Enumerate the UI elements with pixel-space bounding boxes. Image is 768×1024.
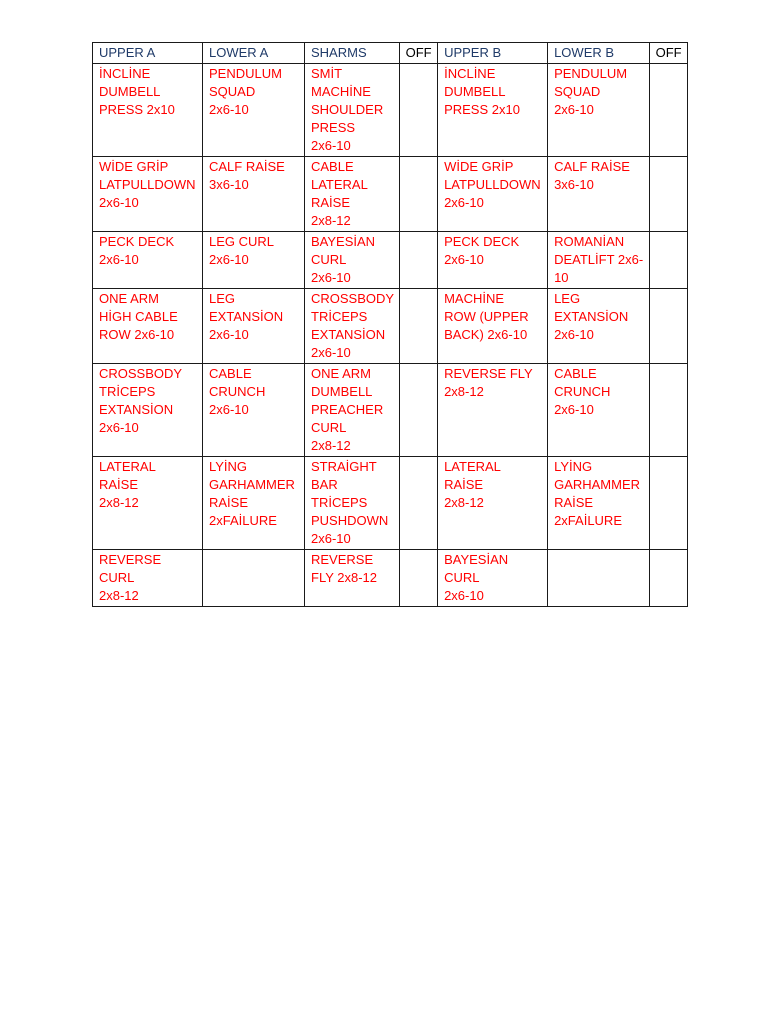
table-row <box>93 289 688 364</box>
table-row <box>93 157 688 232</box>
table-row <box>93 64 688 157</box>
cell-upper-a: REVERSE CURL 2x8-12 <box>93 550 203 607</box>
cell-off-2 <box>650 289 688 364</box>
cell-lower-b: LEG EXTANSİON 2x6-10 <box>548 289 650 364</box>
cell-upper-b: MACHİNE ROW (UPPER BACK) 2x6-10 <box>438 289 548 364</box>
cell-lower-b <box>548 550 650 607</box>
header-upper-a: UPPER A <box>93 43 203 64</box>
table-row <box>93 232 688 289</box>
header-off-2: OFF <box>650 43 688 64</box>
cell-lower-b: LYİNG GARHAMMER RAİSE 2xFAİLURE <box>548 457 650 550</box>
header-lower-b: LOWER B <box>548 43 650 64</box>
table-row <box>93 364 688 457</box>
cell-upper-a: PECK DECK 2x6-10 <box>93 232 203 289</box>
cell-upper-b: REVERSE FLY 2x8-12 <box>438 364 548 457</box>
cell-off-1 <box>400 289 438 364</box>
cell-upper-b: PECK DECK 2x6-10 <box>438 232 548 289</box>
cell-off-2 <box>650 364 688 457</box>
cell-lower-a: CALF RAİSE 3x6-10 <box>203 157 305 232</box>
header-off-1: OFF <box>400 43 438 64</box>
header-lower-a: LOWER A <box>203 43 305 64</box>
cell-lower-a: LEG CURL 2x6-10 <box>203 232 305 289</box>
cell-sharms: CABLE LATERAL RAİSE 2x8-12 <box>305 157 400 232</box>
cell-lower-b: ROMANİAN DEATLİFT 2x6- 10 <box>548 232 650 289</box>
cell-off-2 <box>650 457 688 550</box>
cell-lower-b: PENDULUM SQUAD 2x6-10 <box>548 64 650 157</box>
cell-off-2 <box>650 157 688 232</box>
cell-sharms: STRAİGHT BAR TRİCEPS PUSHDOWN 2x6-10 <box>305 457 400 550</box>
cell-off-2 <box>650 64 688 157</box>
cell-lower-b: CABLE CRUNCH 2x6-10 <box>548 364 650 457</box>
cell-off-2 <box>650 232 688 289</box>
cell-sharms: ONE ARM DUMBELL PREACHER CURL 2x8-12 <box>305 364 400 457</box>
header-sharms: SHARMS <box>305 43 400 64</box>
cell-sharms: REVERSE FLY 2x8-12 <box>305 550 400 607</box>
cell-lower-a: PENDULUM SQUAD 2x6-10 <box>203 64 305 157</box>
table-row <box>93 550 688 607</box>
cell-upper-b: BAYESİAN CURL 2x6-10 <box>438 550 548 607</box>
cell-sharms: BAYESİAN CURL 2x6-10 <box>305 232 400 289</box>
cell-upper-b: İNCLİNE DUMBELL PRESS 2x10 <box>438 64 548 157</box>
cell-sharms: SMİT MACHİNE SHOULDER PRESS 2x6-10 <box>305 64 400 157</box>
cell-upper-a: ONE ARM HİGH CABLE ROW 2x6-10 <box>93 289 203 364</box>
cell-upper-a: İNCLİNE DUMBELL PRESS 2x10 <box>93 64 203 157</box>
header-row <box>93 43 688 64</box>
cell-lower-a: LYİNG GARHAMMER RAİSE 2xFAİLURE <box>203 457 305 550</box>
cell-upper-a: LATERAL RAİSE 2x8-12 <box>93 457 203 550</box>
cell-sharms: CROSSBODY TRİCEPS EXTANSİON 2x6-10 <box>305 289 400 364</box>
cell-off-1 <box>400 64 438 157</box>
cell-off-1 <box>400 364 438 457</box>
header-upper-b: UPPER B <box>438 43 548 64</box>
cell-upper-b: WİDE GRİP LATPULLDOWN 2x6-10 <box>438 157 548 232</box>
cell-off-1 <box>400 550 438 607</box>
cell-lower-a: LEG EXTANSİON 2x6-10 <box>203 289 305 364</box>
cell-off-1 <box>400 232 438 289</box>
cell-lower-b: CALF RAİSE 3x6-10 <box>548 157 650 232</box>
table-row <box>93 457 688 550</box>
table-body <box>93 64 688 607</box>
cell-upper-a: CROSSBODY TRİCEPS EXTANSİON 2x6-10 <box>93 364 203 457</box>
cell-upper-b: LATERAL RAİSE 2x8-12 <box>438 457 548 550</box>
cell-upper-a: WİDE GRİP LATPULLDOWN 2x6-10 <box>93 157 203 232</box>
cell-lower-a <box>203 550 305 607</box>
cell-off-1 <box>400 157 438 232</box>
cell-lower-a: CABLE CRUNCH 2x6-10 <box>203 364 305 457</box>
workout-plan-table <box>92 42 688 607</box>
cell-off-2 <box>650 550 688 607</box>
cell-off-1 <box>400 457 438 550</box>
